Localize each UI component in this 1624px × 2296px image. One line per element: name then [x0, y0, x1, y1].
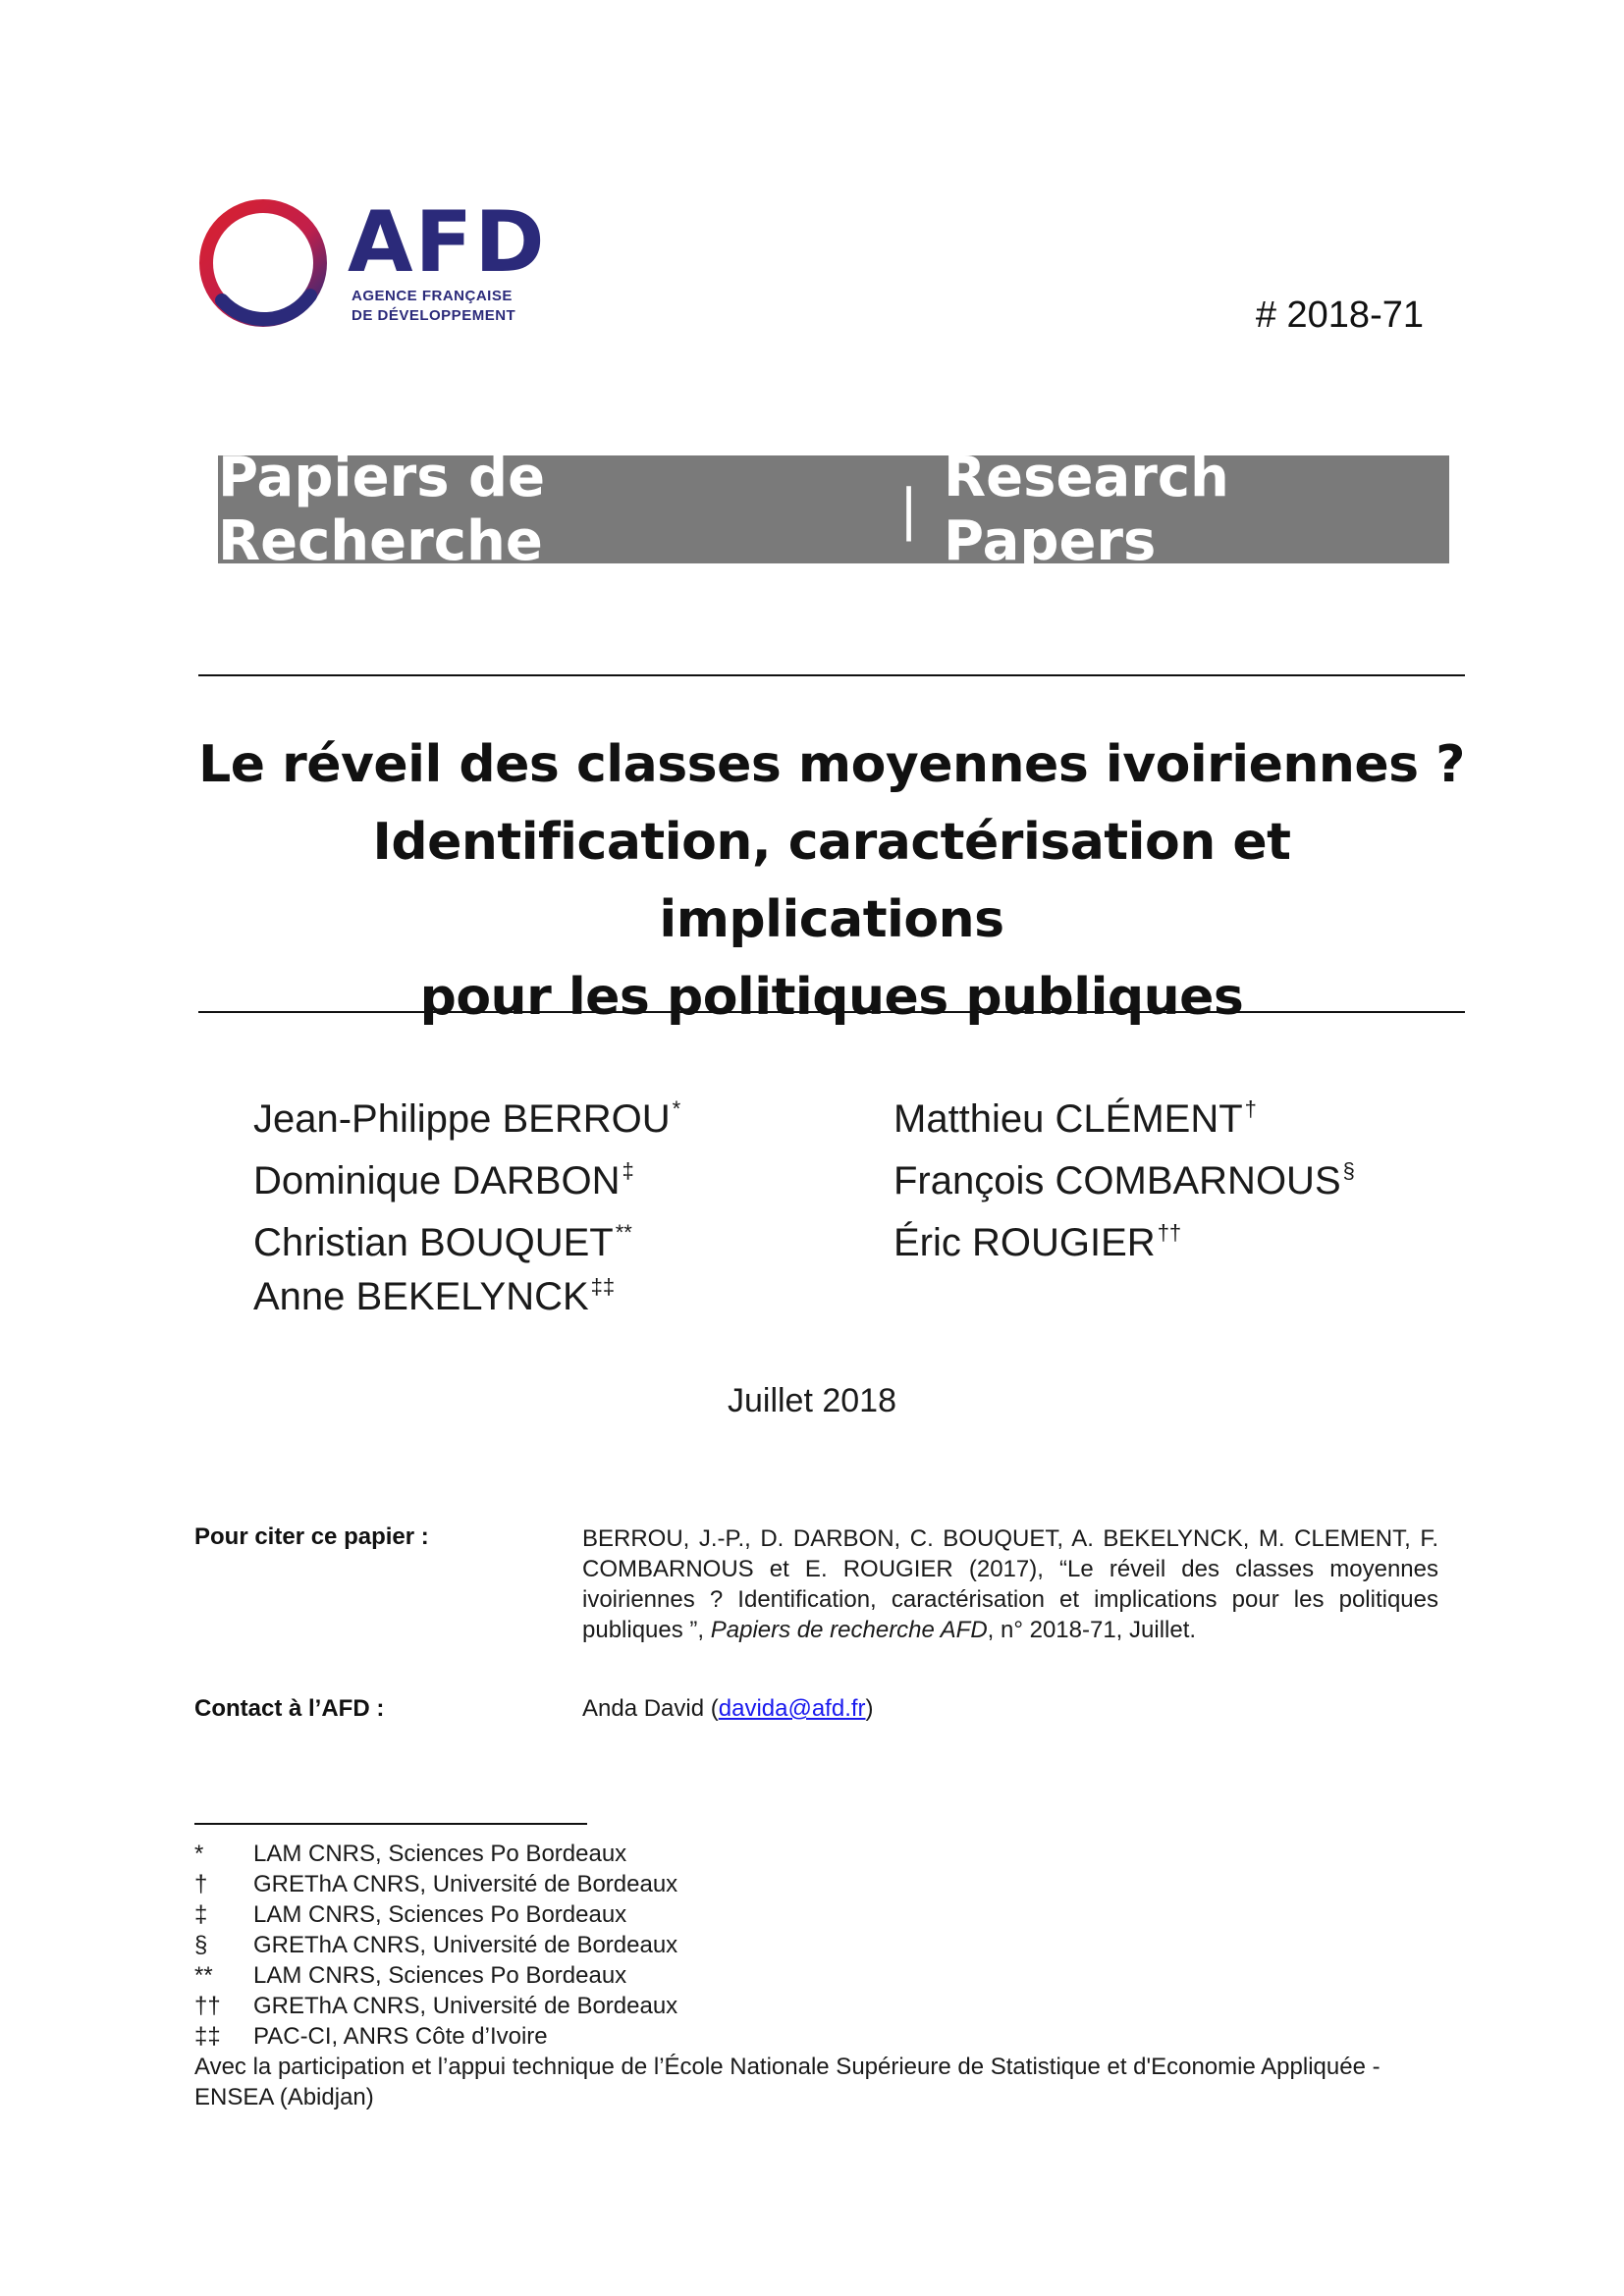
- contact-email-link[interactable]: davida@afd.fr: [718, 1695, 866, 1722]
- footnote-ensea: Avec la participation et l’appui technique de l’École Nationale Supérieure de Statistique et d'Economie Appliquée - ENSEA (Abidjan): [194, 2054, 1380, 2110]
- publication-date: Juillet 2018: [727, 1382, 896, 1419]
- contact-info: [582, 1695, 874, 1723]
- series-banner: [218, 446, 1449, 573]
- author-mark: *: [672, 1096, 681, 1121]
- contact-label: Contact à l’AFD :: [194, 1695, 385, 1722]
- author-name: Anne BEKELYNCK: [253, 1275, 589, 1318]
- author-mark: ††: [1157, 1220, 1182, 1245]
- footnote-item: [194, 1839, 1451, 1869]
- logo-subtitle-line1: AGENCE FRANÇAISE: [352, 288, 513, 304]
- title-line-2: Identification, caractérisation et implications: [372, 813, 1291, 949]
- footnote-item: [194, 1869, 1451, 1899]
- citation-journal: Papiers de recherche AFD: [710, 1617, 988, 1643]
- author-berrou: [253, 1096, 680, 1142]
- logo-wordmark: AFD: [348, 193, 547, 292]
- footnote-text: LAM CNRS, Sciences Po Bordeaux: [253, 1841, 627, 1867]
- paper-number: # 2018-71: [1255, 294, 1424, 336]
- author-rougier: [893, 1220, 1181, 1265]
- banner-english: Research Papers: [944, 446, 1229, 573]
- author-combarnous: [893, 1158, 1355, 1203]
- author-mark: §: [1342, 1158, 1355, 1183]
- footnote-symbol: **: [194, 1962, 213, 1989]
- footnote-separator: [194, 1823, 587, 1825]
- footnotes: [194, 1839, 1451, 2112]
- author-bouquet: [253, 1220, 632, 1265]
- author-bekelynck: [253, 1274, 615, 1319]
- author-name: Dominique DARBON: [253, 1159, 621, 1202]
- afd-logo: [192, 192, 546, 340]
- contact-name: Anda David (: [582, 1695, 719, 1722]
- footnote-item: [194, 2021, 1451, 2052]
- author-name: Éric ROUGIER: [893, 1221, 1156, 1264]
- author-name: François COMBARNOUS: [893, 1159, 1341, 1202]
- footnote-symbol: ‡: [194, 1901, 208, 1928]
- citation-label: Pour citer ce papier :: [194, 1523, 429, 1550]
- citation-tail: , n° 2018-71, Juillet.: [987, 1617, 1197, 1643]
- author-name: Jean-Philippe BERROU: [253, 1097, 671, 1141]
- footnote-symbol: †: [194, 1871, 208, 1897]
- footnote-text: LAM CNRS, Sciences Po Bordeaux: [253, 1962, 627, 1989]
- author-mark: ‡‡: [590, 1274, 616, 1299]
- logo-subtitle: [352, 287, 515, 326]
- footnote-text: PAC-CI, ANRS Côte d’Ivoire: [253, 2023, 548, 2050]
- banner-separator: |: [899, 477, 919, 542]
- author-name: Christian BOUQUET: [253, 1221, 614, 1264]
- footnote-symbol: *: [194, 1841, 204, 1867]
- author-darbon: [253, 1158, 634, 1203]
- title-line-3: pour les politiques publiques: [419, 968, 1244, 1027]
- footnote-text: GREThA CNRS, Université de Bordeaux: [253, 1871, 678, 1897]
- banner-french: Papiers de Recherche: [218, 446, 546, 573]
- author-mark: **: [615, 1220, 632, 1245]
- page-title: [198, 726, 1465, 1037]
- logo-subtitle-line2: DE DÉVELOPPEMENT: [352, 307, 516, 324]
- citation-text: [582, 1523, 1438, 1645]
- footnote-text: LAM CNRS, Sciences Po Bordeaux: [253, 1901, 627, 1928]
- footnote-text: GREThA CNRS, Université de Bordeaux: [253, 1932, 678, 1958]
- author-mark: ‡: [622, 1158, 634, 1183]
- title-line-1: Le réveil des classes moyennes ivoiriennes ?: [198, 735, 1465, 794]
- contact-close: ): [865, 1695, 874, 1722]
- footnote-text: GREThA CNRS, Université de Bordeaux: [253, 1993, 678, 2019]
- footnote-symbol: §: [194, 1932, 208, 1958]
- footnote-symbol: ††: [194, 1993, 221, 2019]
- footnote-symbol: ‡‡: [194, 2023, 221, 2050]
- afd-ring-icon: [192, 192, 340, 340]
- footnote-item: [194, 1930, 1451, 1960]
- author-name: Matthieu CLÉMENT: [893, 1097, 1243, 1141]
- citation-body: BERROU, J.-P., D. DARBON, C. BOUQUET, A. BEKELYNCK, M. CLEMENT, F. COMBARNOUS et E. ROUGIER (2017), “Le réveil des classes moyennes ivoiriennes ? Identification, caractérisation et implications pour les politiques publiques ”,: [582, 1525, 1438, 1643]
- title-top-rule: [198, 674, 1465, 676]
- author-mark: †: [1244, 1096, 1257, 1121]
- title-bottom-rule: [198, 1011, 1465, 1013]
- author-clement: [893, 1096, 1257, 1142]
- footnote-item: [194, 1899, 1451, 1930]
- footnote-item: [194, 1960, 1451, 1991]
- footnote-item: [194, 1991, 1451, 2021]
